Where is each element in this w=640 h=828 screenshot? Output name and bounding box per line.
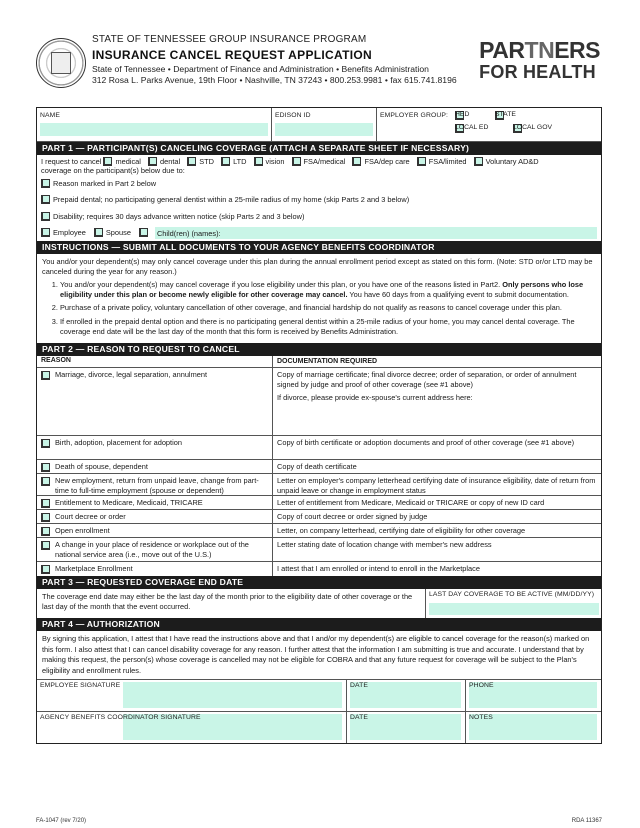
- state-seal-icon: [36, 38, 86, 88]
- name-input[interactable]: [40, 123, 268, 136]
- reason-residence-change-checkbox[interactable]: A change in your place of residence or workplace out of the national service area (i.e., move out of the U.S.): [37, 538, 273, 561]
- instruction-item: 1. You and/or your dependent(s) may cancel coverage if you lose eligibility under this plan, or you have one of the reasons listed in Part2. Only persons who lose eligibility under this plan or become newly eligible for other coverage may cancel. You have 60 days from a qualifying event to submit documentation.: [60, 280, 596, 300]
- coverage-fsa-limited-checkbox[interactable]: FSA/limited: [417, 157, 467, 166]
- reason-court-decree-checkbox[interactable]: Court decree or order: [37, 510, 273, 523]
- table-row: Marketplace Enrollment I attest that I am enrolled or intend to enroll in the Marketplace: [37, 562, 601, 576]
- reason-death-checkbox[interactable]: Death of spouse, dependent: [37, 460, 273, 473]
- table-row: Marriage, divorce, legal separation, annulment Copy of marriage certificate; final divorce decree; order of separation, or order of annulment signed by judge and proof of other coverage (see #1 above) If divorce, please provide ex-spouse's current address here:: [37, 368, 601, 436]
- participant-spouse-checkbox[interactable]: Spouse: [94, 228, 131, 237]
- table-row: Birth, adoption, placement for adoption Copy of birth certificate or adoption documents and proof of other coverage (see #1 above): [37, 436, 601, 460]
- reason-medicare-checkbox[interactable]: Entitlement to Medicare, Medicaid, TRICARE: [37, 496, 273, 509]
- phone-label: PHONE: [469, 681, 494, 689]
- notes-label: NOTES: [469, 713, 493, 721]
- prepaid-dental-option[interactable]: Prepaid dental; no participating general dentist within a 25-mile radius of my home (skip Parts 2 and 3 below): [37, 192, 601, 209]
- coverage-end-date-input[interactable]: [429, 603, 599, 615]
- reason-birth-checkbox[interactable]: Birth, adoption, placement for adoption: [37, 436, 273, 459]
- authorization-text: By signing this application, I attest that I have read the instructions above and that I and/or my dependent(s) are eligible to cancel coverage for the reason(s) marked on this form. I also attest that I can cancel disability coverage for any reason. I further attest that the information I am submitting is true and accurate. I understand that by making this request, the person(s) whose coverage is cancelled may not be eligible for COBRA and that any future request for coverage will be subject to the Plan's eligibility and enrollment rules.: [42, 634, 590, 675]
- department-line: State of Tennessee • Department of Finance and Administration • Benefits Administration: [92, 63, 429, 74]
- coverage-fsa-dep-care-checkbox[interactable]: FSA/dep care: [352, 157, 409, 166]
- edison-id-input[interactable]: [275, 123, 373, 136]
- coverage-vision-checkbox[interactable]: vision: [254, 157, 285, 166]
- edison-id-label: EDISON ID: [275, 112, 311, 119]
- part3-header: PART 3 — REQUESTED COVERAGE END DATE: [37, 576, 601, 589]
- employee-signature-input[interactable]: [123, 682, 342, 708]
- reason-open-enrollment-checkbox[interactable]: Open enrollment: [37, 524, 273, 537]
- participant-employee-checkbox[interactable]: Employee: [41, 228, 86, 237]
- instruction-item: 3. If enrolled in the prepaid dental option and there is no participating general dentist within a 25-mile radius of your home, you may cancel dental coverage. The coverage end date will be the last day of the month that this form is received by Benefits Administration.: [60, 317, 596, 337]
- table-row: A change in your place of residence or workplace out of the national service area (i.e., move out of the U.S.) Letter stating date of location change with member's new address: [37, 538, 601, 562]
- address-line: 312 Rosa L. Parks Avenue, 19th Floor • Nashville, TN 37243 • 800.253.9981 • fax 615.741.8196: [92, 75, 457, 86]
- reason-part2-option[interactable]: Reason marked in Part 2 below: [37, 176, 601, 192]
- coverage-end-date-text: The coverage end date may either be the last day of the month prior to the eligibility date of other coverage or the last day of the month that the event occurred.: [37, 589, 426, 618]
- name-label: NAME: [40, 112, 61, 119]
- coordinator-signature-label: AGENCY BENEFITS COORDINATOR SIGNATURE: [40, 713, 201, 721]
- table-row: New employment, return from unpaid leave, change from part-time to full-time employment (spouse or dependent) Letter on employer's company letterhead certifying date of insurance eligibility, date of return from unpaid leave or change in employment status: [37, 474, 601, 496]
- employee-signature-label: EMPLOYEE SIGNATURE: [40, 681, 121, 689]
- form-number: FA-1047 (rev 7/20): [36, 818, 87, 824]
- table-row: Death of spouse, dependent Copy of death certificate: [37, 460, 601, 474]
- table-row: Court decree or order Copy of court decree or order signed by judge: [37, 510, 601, 524]
- coverage-end-date-label: LAST DAY COVERAGE TO BE ACTIVE (MM/DD/YY): [429, 591, 595, 599]
- application-form: NAME EDISON ID EMPLOYER GROUP: HED STATE LOCAL ED LOCAL GOV PART 1 — PARTICIPANT(S) CANCELING COVERAGE (ATTACH A SEPARATE SHEET IF NECESSARY) I request to cancel medical dental STD LTD vision FSA/medical FSA/dep care FSA/limited Voluntary AD&D coverage on the participant(s) below due to: Reason marked in Part 2 below Prepaid dental; no participating general dentist within a 25-mile radius of my home (skip Parts 2 and 3 below) Disability; requires 30 days advance written notice (skip Parts 2 and 3 below) Employee Spouse Child(ren) (names): INSTRUCTIONS — SUBMIT ALL DOCUMENTS TO YOUR AGENCY BENEFITS COORDINATOR You and/or your dependent(s) may only cancel coverage under this plan during the annual enrollment period except as stated on this form. (Note: STD or/or LTD may be canceled during the year for any reason.) 1. You and/or your dependent(s) may cancel coverage if you lose eligibility under this plan, or you have one of the reasons listed in Part2. Only persons who lose eligibility under this plan or become newly eligible for other coverage may cancel. You have 60 days from a qualifying event to submit documentation. 2. Purchase of a private policy, voluntary cancellation of other coverage, and financial hardship do not qualify as reasons to cancel coverage under this plan. 3. If enrolled in the prepaid dental option and there is no participating general dentist within a 25-mile radius of your home, you may cancel dental coverage. The coverage end date will be the last day of the month that this form is received by Benefits Administration. PART 2 — REASON TO REQUEST TO CANCEL REASON DOCUMENTATION REQUIRED Marriage, divorce, legal separation, annulment Copy of marriage certificate; final divorce decree; order of separation, or order of annulment signed by judge and proof of other coverage (see #1 above) If divorce, please provide ex-spouse's current address here: Birth, adoption, placement for adoption Copy of birth certificate or adoption documents and proof of other coverage (see #1 above) Death of spouse, dependent Copy of death certificate New employment, return from unpaid leave, change from part-time to full-time employment (spouse or dependent) Letter on employer's company letterhead certifying date of insurance eligibility, date of return from unpaid leave or change in employment status Entitlement to Medicare, Medicaid, TRICARE Letter of entitlement from Medicare, Medicaid or TRICARE or copy of new ID card Court decree or order Copy of court decree or order signed by judge Open enrollment Letter, on company letterhead, certifying date of eligibility for other coverage A change in your place of residence or workplace out of the national service area (i.e., move out of the U.S.) Letter stating date of location change with member's new address Marketplace Enrollment I attest that I am enrolled or intend to enroll in the Marketplace PART 3 — REQUESTED COVERAGE END DATE The coverage end date may either be the last day of the month prior to the eligibility date of other coverage or the last day of the month that the event occurred. LAST DAY COVERAGE TO BE ACTIVE (MM/DD/YY) PART 4 — AUTHORIZATION By signing this application, I attest that I have read the instructions above and that I and/or my dependent(s) are eligible to cancel coverage for the reason(s) marked on this form. I also attest that I can cancel disability coverage for any reason. I further attest that the information I am submitting is true and accurate. I understand that by making this request, the person(s) whose coverage is cancelled may not be eligible for COBRA and that any future request for coverage will be subject to the Plan's eligibility and enrollment rules. EMPLOYEE SIGNATURE DATE PHONE AGENCY BENEFITS COORDINATOR SIGNATURE DATE NOTES: [36, 107, 602, 744]
- instructions-body: You and/or your dependent(s) may only cancel coverage under this plan during the annual enrollment period except as stated on this form. (Note: STD or/or LTD may be canceled during the year for any reason.) 1. You and/or your dependent(s) may cancel coverage if you lose eligibility under this plan, or you have one of the reasons listed in Part2. Only persons who lose eligibility under this plan or become newly eligible for other coverage may cancel. You have 60 days from a qualifying event to submit documentation. 2. Purchase of a private policy, voluntary cancellation of other coverage, and financial hardship do not qualify as reasons to cancel coverage under this plan. 3. If enrolled in the prepaid dental option and there is no participating general dentist within a 25-mile radius of your home, you may cancel dental coverage. The coverage end date will be the last day of the month that this form is received by Benefits Administration.: [37, 254, 601, 344]
- coverage-medical-checkbox[interactable]: medical: [103, 157, 140, 166]
- coverage-voluntary-add-checkbox[interactable]: Voluntary AD&D: [474, 157, 539, 166]
- reason-marketplace-checkbox[interactable]: Marketplace Enrollment: [37, 562, 273, 576]
- reason-marriage-checkbox[interactable]: Marriage, divorce, legal separation, annulment: [37, 368, 273, 435]
- children-names-input[interactable]: Child(ren) (names):: [155, 227, 597, 239]
- reason-table: [37, 356, 601, 576]
- coverage-std-checkbox[interactable]: STD: [187, 157, 214, 166]
- part2-header: PART 2 — REASON TO REQUEST TO CANCEL: [37, 343, 601, 356]
- coverage-dental-checkbox[interactable]: dental: [148, 157, 180, 166]
- employer-group-label: EMPLOYER GROUP:: [380, 112, 448, 119]
- coverage-ltd-checkbox[interactable]: LTD: [221, 157, 246, 166]
- partners-for-health-logo: PARTNERS FOR HEALTH: [479, 37, 600, 82]
- rda-number: RDA 11367: [571, 818, 602, 824]
- part4-header: PART 4 — AUTHORIZATION: [37, 618, 601, 631]
- form-header: [36, 34, 606, 94]
- coordinator-date-label: DATE: [350, 713, 369, 721]
- form-title: INSURANCE CANCEL REQUEST APPLICATION: [92, 47, 372, 62]
- participant-children-checkbox[interactable]: [139, 228, 151, 237]
- part1-header: PART 1 — PARTICIPANT(S) CANCELING COVERAGE (ATTACH A SEPARATE SHEET IF NECESSARY): [37, 142, 601, 155]
- disability-option[interactable]: Disability; requires 30 days advance written notice (skip Parts 2 and 3 below): [37, 209, 601, 226]
- table-row: Entitlement to Medicare, Medicaid, TRICARE Letter of entitlement from Medicare, Medicaid or TRICARE or copy of new ID card: [37, 496, 601, 510]
- table-row: Open enrollment Letter, on company letterhead, certifying date of eligibility for other coverage: [37, 524, 601, 538]
- employee-date-label: DATE: [350, 681, 369, 689]
- reason-employment-checkbox[interactable]: New employment, return from unpaid leave, change from part-time to full-time employment (spouse or dependent): [37, 474, 273, 495]
- reason-column-header: REASON: [37, 356, 273, 367]
- coverage-fsa-medical-checkbox[interactable]: FSA/medical: [292, 157, 346, 166]
- coverage-selection: I request to cancel medical dental STD LTD vision FSA/medical FSA/dep care FSA/limited Voluntary AD&D coverage on the participant(s) below due to:: [41, 157, 539, 176]
- instruction-item: 2. Purchase of a private policy, voluntary cancellation of other coverage, and financial hardship do not qualify as reasons to cancel coverage under this plan.: [60, 303, 596, 313]
- program-name: STATE OF TENNESSEE GROUP INSURANCE PROGRAM: [92, 34, 367, 45]
- documentation-column-header: DOCUMENTATION REQUIRED: [277, 358, 378, 366]
- instructions-header: INSTRUCTIONS — SUBMIT ALL DOCUMENTS TO YOUR AGENCY BENEFITS COORDINATOR: [37, 241, 601, 254]
